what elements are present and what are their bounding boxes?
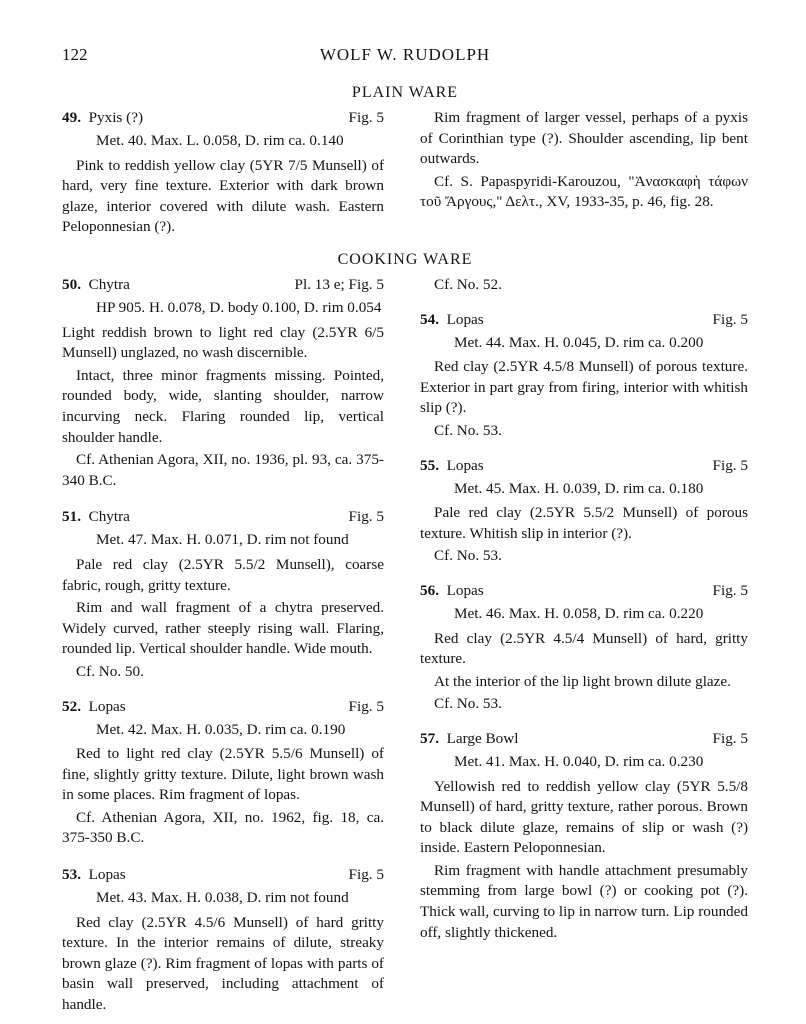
- entry-description: Intact, three minor fragments missing. Pointed, rounded body, wide, slanting shoulder, narrow incurving neck. Flaring rounded lip, vertical shoulder handle.: [62, 366, 384, 446]
- page-number: 122: [62, 45, 88, 64]
- entry-figure-reference: Fig. 5: [712, 310, 748, 328]
- catalogue-entry-49: [62, 108, 384, 238]
- entry-name: Lopas: [88, 697, 126, 715]
- plain-ware-left-column: [62, 108, 384, 240]
- entry-description: Pink to reddish yellow clay (5YR 7/5 Munsell) of hard, very fine texture. Exterior with dark brown glaze, interior covered with dilute wash. Eastern Peloponnesian (?).: [62, 156, 384, 236]
- entry-description: Rim and wall fragment of a chytra preserved. Widely curved, rather steeply rising wall. Flaring, rounded lip. Vertical shoulder handle. Wide mouth.: [62, 599, 384, 658]
- entry-measurements: Met. 43. Max. H. 0.038, D. rim not found: [96, 889, 349, 907]
- entry-description: Red to light red clay (2.5YR 5.5/6 Munsell) of fine, slightly gritty texture. Dilute, light brown wash in some places. Rim fragment of lopas.: [62, 745, 384, 804]
- entry-description: At the interior of the lip light brown dilute glaze.: [434, 672, 731, 690]
- entry-name: Pyxis (?): [88, 109, 143, 126]
- cooking-ware-right-column: [420, 275, 748, 945]
- entry-name: Lopas: [446, 310, 484, 328]
- catalogue-entry-55: [420, 456, 748, 567]
- entry-measurements: Met. 46. Max. H. 0.058, D. rim ca. 0.220: [454, 604, 704, 622]
- cooking-ware-left-column: [62, 275, 384, 1014]
- entry-name: Chytra: [88, 276, 130, 293]
- entry-measurements: Met. 45. Max. H. 0.039, D. rim ca. 0.180: [454, 479, 704, 497]
- entry-comparison: Cf. Athenian Agora, XII, no. 1936, pl. 93, ca. 375-340 B.C.: [62, 451, 384, 489]
- entry-figure-reference: Fig. 5: [348, 697, 384, 715]
- entry-description: Light reddish brown to light red clay (2.5YR 6/5 Munsell) unglazed, no wash discernible.: [62, 323, 384, 362]
- entry-description: Rim fragment with handle attachment presumably stemming from large bowl (?) or cooking pot (?). Thick wall, curving to lip in narrow turn. Lip rounded off, slightly thickened.: [420, 861, 748, 941]
- catalogue-entry-56: [420, 581, 748, 715]
- entry-name: Lopas: [446, 581, 484, 599]
- plain-ware-right-column: [420, 108, 748, 215]
- entry-number: 54.: [420, 310, 439, 328]
- entry-figure-reference: Fig. 5: [348, 866, 384, 884]
- entry-number: 55.: [420, 456, 439, 474]
- entry-figure-reference: Pl. 13 e; Fig. 5: [294, 276, 384, 293]
- entry-comparison: Cf. No. 53.: [434, 421, 502, 439]
- catalogue-entry-50: [62, 275, 384, 491]
- catalogue-entry-53: [62, 865, 384, 1014]
- entry-description: Pale red clay (2.5YR 5.5/2 Munsell), coarse fabric, rough, gritty texture.: [62, 555, 384, 594]
- entry-number: 49.: [62, 109, 81, 126]
- entry-comparison: Cf. No. 50.: [76, 662, 144, 680]
- entry-figure-reference: Fig. 5: [348, 109, 384, 126]
- author-name: WOLF W. RUDOLPH: [319, 45, 491, 64]
- entry-name: Large Bowl: [446, 729, 519, 747]
- entry-number: 57.: [420, 729, 439, 747]
- entry-number: 53.: [62, 866, 81, 884]
- entry-measurements: Met. 40. Max. L. 0.058, D. rim ca. 0.140: [96, 132, 344, 149]
- entry-measurements: Met. 44. Max. H. 0.045, D. rim ca. 0.200: [454, 333, 704, 351]
- section-heading-cooking-ware: COOKING WARE: [337, 251, 473, 268]
- entry-comparison: Cf. No. 52.: [434, 276, 502, 293]
- entry-figure-reference: Fig. 5: [712, 581, 748, 599]
- entry-comparison: Cf. No. 53.: [434, 547, 502, 565]
- catalogue-entry-52: [62, 697, 384, 850]
- entry-description: Pale red clay (2.5YR 5.5/2 Munsell) of porous texture. Whitish slip in interior (?).: [420, 504, 748, 542]
- catalogue-entry-54: [420, 310, 748, 442]
- entry-description: Yellowish red to reddish yellow clay (5YR 5.5/8 Munsell) of hard, gritty texture, rather porous. Brown to black dilute glaze, remains of slip or wash (?) inside. Eastern Peloponnesian.: [420, 777, 748, 857]
- entry-number: 56.: [420, 581, 439, 599]
- section-heading-plain-ware: PLAIN WARE: [351, 84, 459, 101]
- entry-measurements: Met. 42. Max. H. 0.035, D. rim ca. 0.190: [96, 720, 346, 738]
- entry-description: Red clay (2.5YR 4.5/8 Munsell) of porous texture. Exterior in part gray from firing, interior with whitish slip (?).: [420, 358, 748, 417]
- entry-description: Red clay (2.5YR 4.5/6 Munsell) of hard gritty texture. In the interior remains of dilute, streaky brown glaze (?). Rim fragment of lopas with parts of basin wall preserved, including attachment of handle.: [62, 913, 384, 1014]
- entry-comparison: Cf. S. Papaspyridi-Karouzou, "Ἀνασκαφὴ τάφων τοῦ Ἄργους," Δελτ., XV, 1933-35, p. 46, fig. 28.: [420, 172, 748, 211]
- entry-number: 50.: [62, 276, 81, 293]
- entry-comparison: Cf. Athenian Agora, XII, no. 1962, fig. 18, ca. 375-350 B.C.: [62, 808, 384, 847]
- entry-number: 51.: [62, 508, 81, 526]
- entry-name: Lopas: [88, 866, 126, 884]
- entry-figure-reference: Fig. 5: [712, 456, 748, 474]
- running-head: [62, 45, 748, 71]
- entry-measurements: Met. 41. Max. H. 0.040, D. rim ca. 0.230: [454, 752, 704, 770]
- catalogue-entry-51: [62, 507, 384, 682]
- entry-figure-reference: Fig. 5: [712, 729, 748, 747]
- entry-number: 52.: [62, 697, 81, 715]
- entry-comparison: Cf. No. 53.: [434, 695, 502, 713]
- entry-measurements: HP 905. H. 0.078, D. body 0.100, D. rim 0.054: [96, 299, 382, 316]
- entry-figure-reference: Fig. 5: [348, 508, 384, 526]
- entry-name: Lopas: [446, 456, 484, 474]
- catalogue-entry-57: [420, 729, 748, 943]
- entry-description: Rim fragment of larger vessel, perhaps of a pyxis of Corinthian type (?). Shoulder ascending, lip bent outwards.: [420, 109, 748, 168]
- entry-measurements: Met. 47. Max. H. 0.071, D. rim not found: [96, 531, 349, 549]
- entry-description: Red clay (2.5YR 4.5/4 Munsell) of hard, gritty texture.: [420, 629, 748, 668]
- entry-name: Chytra: [88, 508, 130, 526]
